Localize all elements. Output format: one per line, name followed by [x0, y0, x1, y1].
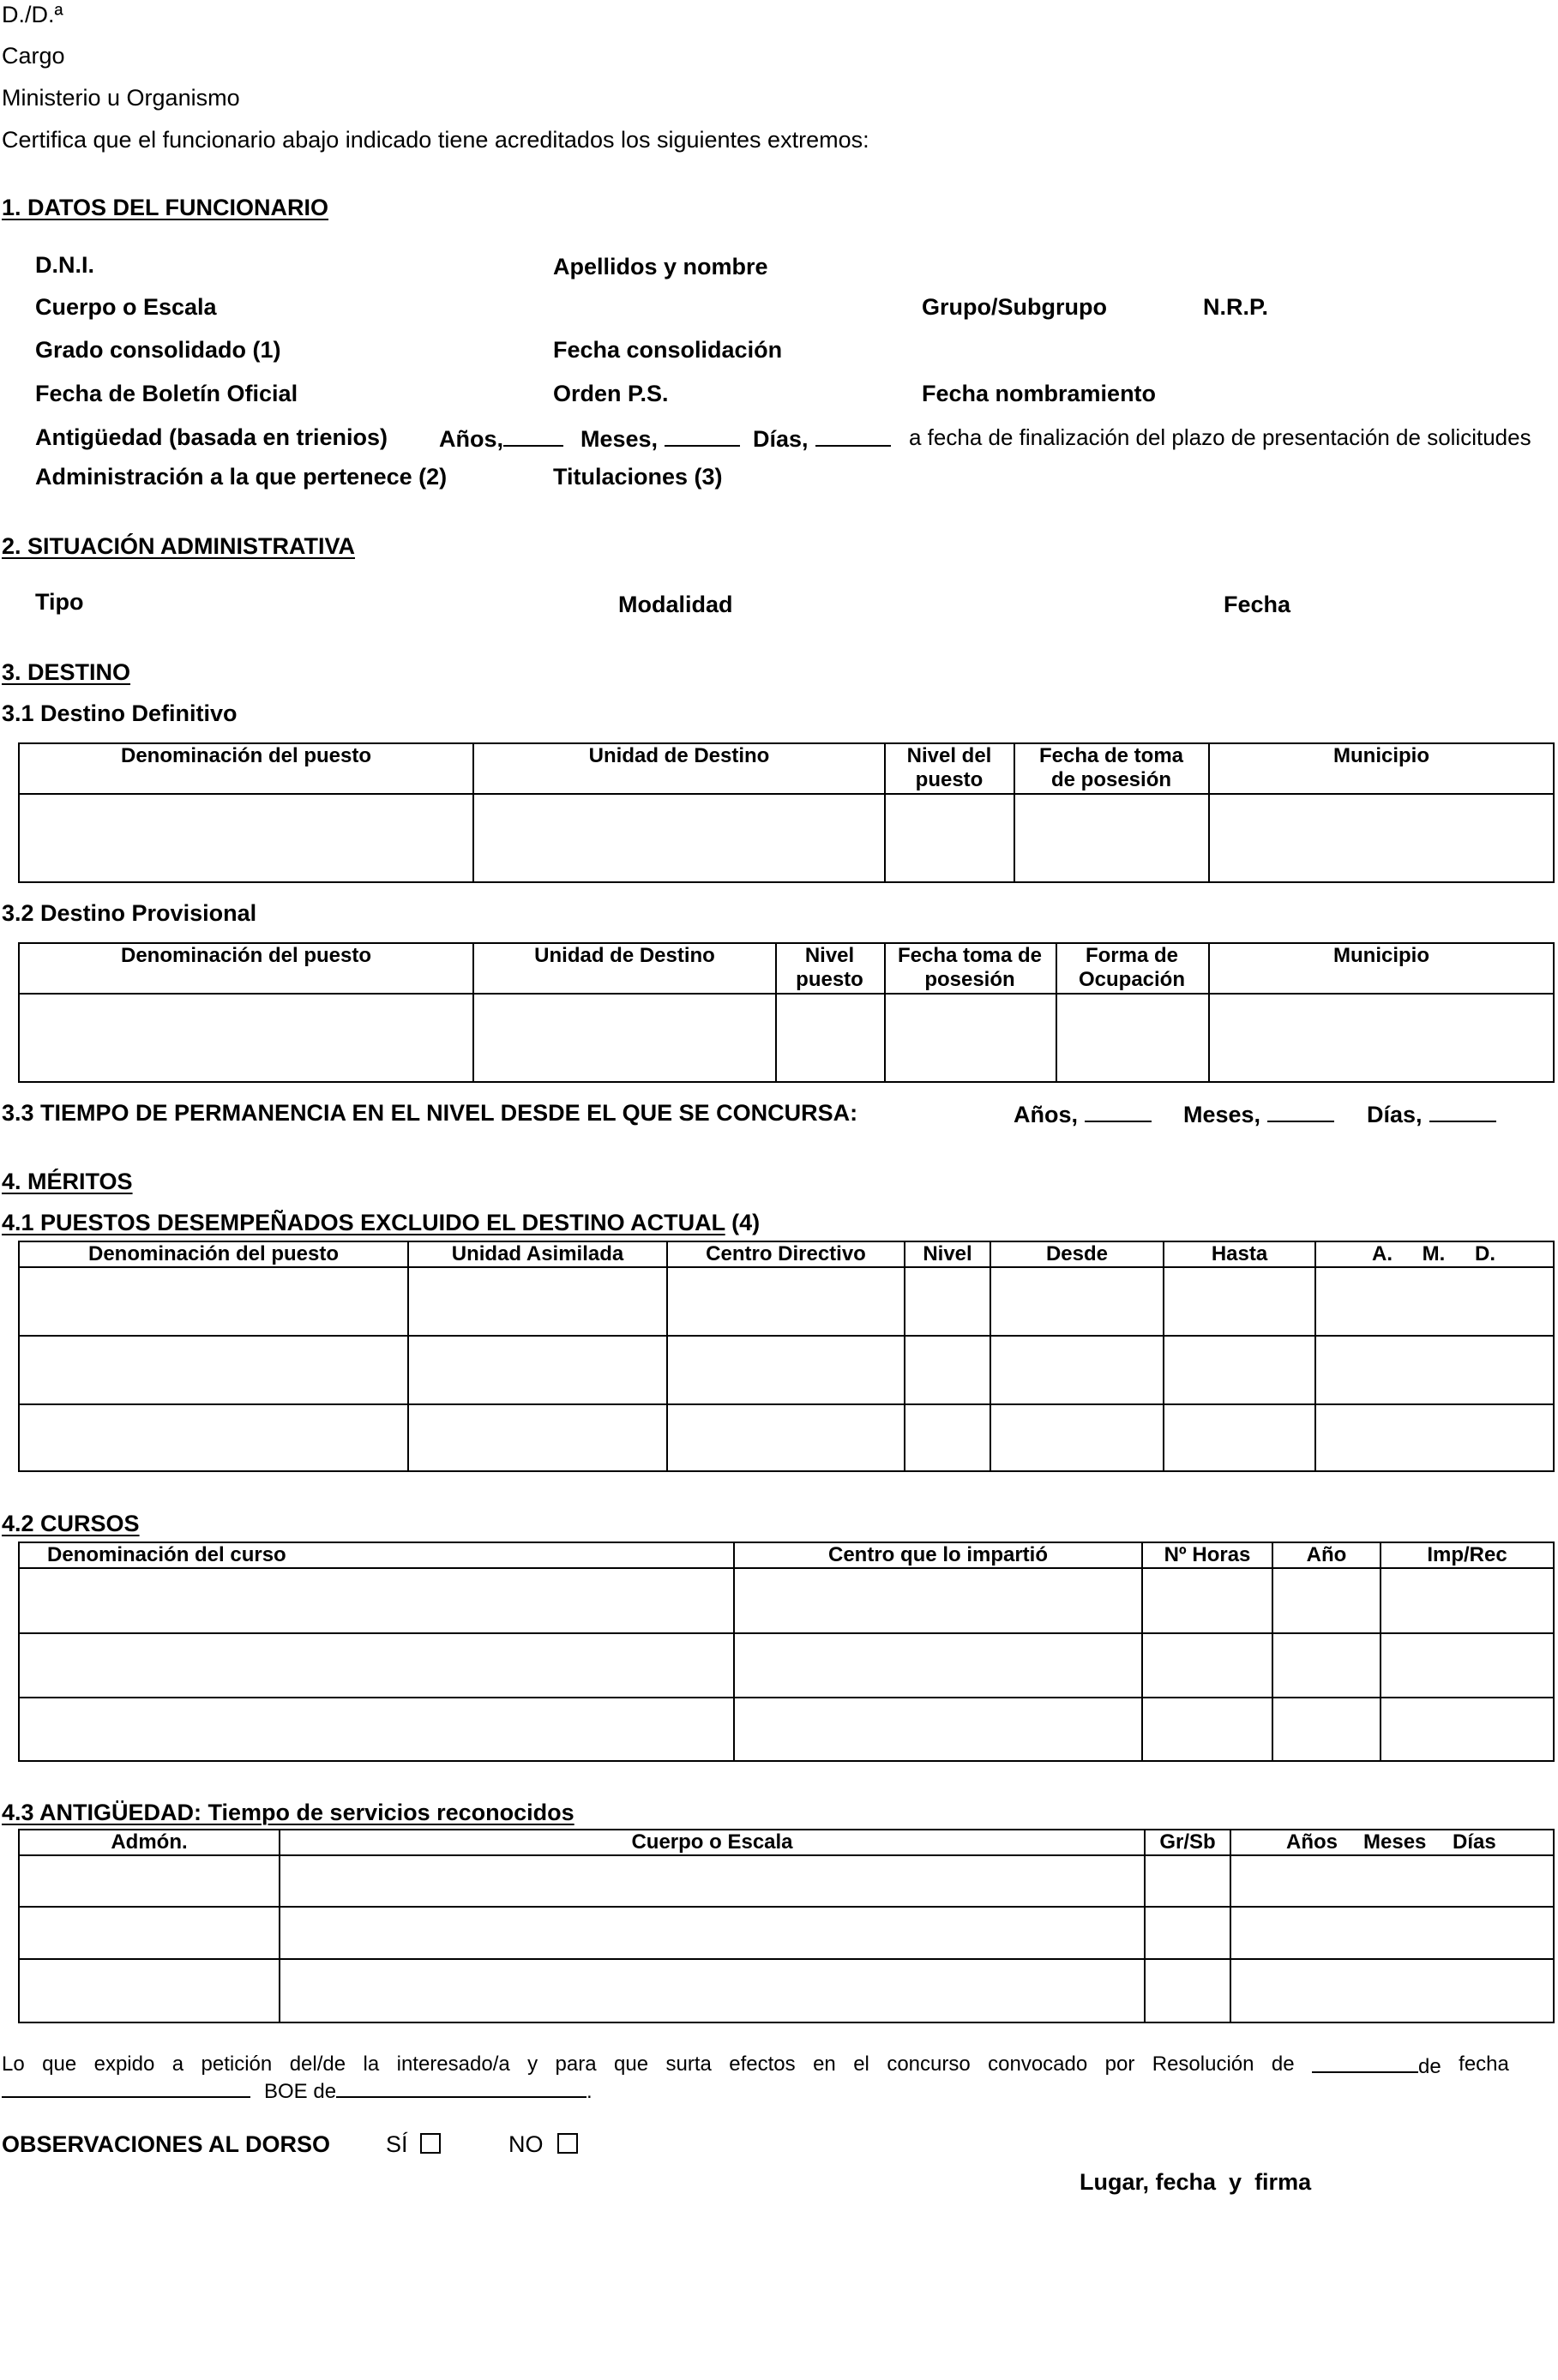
table-header-cell: Admón. [111, 1830, 188, 1854]
table-col-divider [1144, 1829, 1146, 2023]
table-header-cell: Nivel puesto [796, 944, 863, 991]
expido-word: Lo [2, 2052, 25, 2076]
table-header-cell: Denominación del puesto [120, 944, 372, 967]
field-administracion: Administración a la que pertenece (2) [35, 464, 448, 490]
expido-word: que [614, 2052, 649, 2076]
table-header-cell: Años [1286, 1830, 1338, 1854]
section-2-title: 2. SITUACIÓN ADMINISTRATIVA [2, 533, 356, 559]
boe-period: . [587, 2080, 593, 2103]
table-header-cell: Centro que lo impartió [827, 1543, 1048, 1566]
field-antiguedad: Antigüedad (basada en trienios) [35, 424, 388, 450]
table-header-cell: Meses [1363, 1830, 1427, 1854]
section-3-title: 3. DESTINO [2, 659, 131, 685]
table-row-divider [18, 1403, 1555, 1405]
table-col-divider [1163, 1241, 1164, 1472]
section-1-title: 1. DATOS DEL FUNCIONARIO [2, 195, 329, 220]
expido-word: la [363, 2052, 380, 2076]
table-header-cell: M. [1422, 1242, 1446, 1265]
expido-word: y [527, 2052, 538, 2076]
table-header-cell: Municipio [1333, 944, 1429, 967]
expido-word: en [813, 2052, 836, 2076]
field-fecha-consolidacion: Fecha consolidación [553, 337, 783, 363]
table-row-divider [18, 1697, 1555, 1698]
antiguedad-a-fecha: a fecha de finalización del plazo de presentación de solicitudes [909, 424, 1531, 450]
table-col-divider [1056, 942, 1057, 1083]
expido-word: petición [201, 2052, 273, 2076]
table-row-divider [18, 1567, 1555, 1569]
table-puestos-desempenados [18, 1241, 1555, 1472]
table-col-divider [884, 942, 886, 1083]
boe-label: BOE de [264, 2080, 337, 2103]
permanencia-dias-label: Días, [1367, 1102, 1423, 1127]
permanencia-meses-label: Meses, [1183, 1102, 1261, 1127]
field-cuerpo: Cuerpo o Escala [35, 294, 217, 320]
section-4-1-note: (4) [731, 1210, 761, 1235]
boe-blank [336, 2077, 587, 2098]
section-4-1-title [2, 1211, 760, 1235]
table-header-cell: Imp/Rec [1427, 1543, 1507, 1566]
expido-word: el [853, 2052, 869, 2076]
table-header-cell: Hasta [1211, 1242, 1268, 1265]
section-4-1-label: 4.1 PUESTOS DESEMPEÑADOS EXCLUIDO EL DESTINO ACTUAL [2, 1210, 725, 1235]
expido-word [1312, 2052, 1441, 2079]
expido-word: concurso [887, 2052, 971, 2076]
table-header-cell: Forma de Ocupación [1078, 944, 1186, 991]
table-header-cell: Nº Horas [1164, 1543, 1251, 1566]
table-header-cell: Denominación del puesto [87, 1242, 340, 1265]
table-header-cell: Fecha toma de posesión [897, 944, 1043, 991]
table-header-cell: A. [1372, 1242, 1393, 1265]
table-col-divider [1141, 1542, 1143, 1762]
expido-word: expido [93, 2052, 155, 2076]
table-row-divider [18, 993, 1555, 995]
antiguedad-anos-blank [503, 426, 563, 447]
table-row-divider [18, 1632, 1555, 1634]
header-ministerio: Ministerio u Organismo [2, 85, 240, 111]
permanencia-meses [1183, 1102, 1334, 1127]
table-cursos [18, 1542, 1555, 1762]
table-col-divider [666, 1241, 668, 1472]
permanencia-dias [1367, 1102, 1496, 1127]
expido-word: que [42, 2052, 77, 2076]
header-certifica: Certifica que el funcionario abajo indicado tiene acreditados los siguientes extremos: [2, 127, 869, 153]
expido-word: fecha [1459, 2052, 1509, 2076]
table-header-cell: Nivel del puesto [906, 744, 992, 791]
si-checkbox[interactable] [420, 2133, 441, 2154]
header-dd: D./D.ª [2, 2, 63, 27]
permanencia-meses-blank [1267, 1102, 1334, 1122]
table-col-divider [279, 1829, 280, 2023]
table-row-divider [18, 1906, 1555, 1908]
no-checkbox[interactable] [557, 2133, 578, 2154]
field-fecha-boletin: Fecha de Boletín Oficial [35, 381, 298, 406]
table-col-divider [733, 1542, 735, 1762]
expido-word: para [555, 2052, 597, 2076]
permanencia-dias-blank [1429, 1102, 1496, 1122]
table-header-cell: Municipio [1333, 744, 1429, 767]
table-col-divider [407, 1241, 409, 1472]
table-header-cell: Unidad Asimilada [451, 1242, 624, 1265]
expido-word: surta [665, 2052, 712, 2076]
section-4-3-title [2, 1801, 574, 1824]
table-row-divider [18, 1854, 1555, 1856]
table-header-cell: Días [1453, 1830, 1496, 1854]
table-header-cell: Fecha de toma de posesión [1038, 744, 1184, 791]
table-header-cell: Desde [1045, 1242, 1109, 1265]
section-3-2-title: 3.2 Destino Provisional [2, 900, 257, 926]
lugar-fecha-firma: Lugar, fecha y firma [1080, 2169, 1312, 2195]
table-header-cell: Nivel [923, 1242, 972, 1265]
section-3-3-title: 3.3 TIEMPO DE PERMANENCIA EN EL NIVEL DESDE EL QUE SE CONCURSA: [2, 1100, 858, 1126]
table-row-divider [18, 1335, 1555, 1337]
field-titulaciones: Titulaciones (3) [553, 464, 723, 490]
antiguedad-meses-label: Meses, [580, 426, 659, 452]
field-fecha-nombramiento: Fecha nombramiento [922, 381, 1157, 406]
field-orden-ps: Orden P.S. [553, 381, 669, 406]
resolucion-blank [1312, 2052, 1418, 2073]
table-header-cell: D. [1475, 1242, 1495, 1265]
table-row-divider [18, 793, 1555, 795]
table-header-cell: Gr/Sb [1159, 1830, 1216, 1854]
field-modalidad: Modalidad [618, 592, 733, 617]
antiguedad-dias-label: Días, [753, 426, 809, 452]
table-header-cell: Unidad de Destino [588, 744, 770, 767]
expido-word: de [1271, 2052, 1295, 2076]
table-header-cell: Denominación del puesto [120, 744, 372, 767]
antiguedad-anos [439, 426, 563, 451]
table-header-cell: Unidad de Destino [534, 944, 715, 967]
expido-word: a [171, 2052, 184, 2076]
table-header-cell: Cuerpo o Escala [631, 1830, 793, 1854]
table-col-divider [1230, 1829, 1231, 2023]
table-col-divider [904, 1241, 905, 1472]
antiguedad-anos-label: Años, [439, 426, 504, 452]
observaciones-no [508, 2133, 578, 2156]
table-header-cell: Centro Directivo [706, 1242, 866, 1265]
table-header-cell: Año [1306, 1543, 1347, 1566]
table-row-divider [18, 1958, 1555, 1960]
section-3-1-title: 3.1 Destino Definitivo [2, 700, 238, 726]
expido-word: por [1104, 2052, 1135, 2076]
table-col-divider [884, 742, 886, 883]
table-col-divider [1272, 1542, 1273, 1762]
observaciones-si [386, 2133, 441, 2156]
table-antiguedad [18, 1829, 1555, 2023]
antiguedad-meses [580, 426, 740, 451]
antiguedad-dias-blank [815, 426, 891, 447]
table-col-divider [990, 1241, 991, 1472]
table-header-cell: Denominación del curso [47, 1543, 286, 1566]
expido-de: de [1418, 2055, 1441, 2078]
field-tipo: Tipo [35, 589, 84, 615]
footer-boe-line [2, 2077, 593, 2102]
header-cargo: Cargo [2, 43, 65, 69]
expido-word: del/de [289, 2052, 346, 2076]
permanencia-anos-blank [1085, 1102, 1152, 1122]
table-col-divider [1380, 1542, 1381, 1762]
table-col-divider [1314, 1241, 1316, 1472]
permanencia-anos-label: Años, [1014, 1102, 1079, 1127]
observaciones-label: OBSERVACIONES AL DORSO [2, 2131, 331, 2157]
antiguedad-dias [753, 426, 891, 451]
antiguedad-meses-blank [665, 426, 740, 447]
field-apellidos: Apellidos y nombre [553, 254, 768, 279]
permanencia-anos [1014, 1102, 1152, 1127]
table-col-divider [1014, 742, 1015, 883]
expido-word: interesado/a [396, 2052, 510, 2076]
footer-expido-line [2, 2052, 1509, 2079]
expido-word: efectos [729, 2052, 796, 2076]
table-col-divider [775, 942, 777, 1083]
section-4-3-label: 4.3 ANTIGÜEDAD: Tiempo de servicios reconocidos [2, 1800, 574, 1825]
expido-word: Resolución [1152, 2052, 1254, 2076]
field-nrp: N.R.P. [1203, 294, 1269, 320]
no-label: NO [508, 2131, 544, 2157]
table-row-divider [18, 1266, 1555, 1268]
field-fecha-situacion: Fecha [1224, 592, 1291, 617]
si-label: SÍ [386, 2131, 408, 2157]
expido-word: convocado [988, 2052, 1088, 2076]
field-grado: Grado consolidado (1) [35, 337, 281, 363]
section-4-2-title: 4.2 CURSOS [2, 1511, 140, 1536]
field-grupo: Grupo/Subgrupo [922, 294, 1107, 320]
field-dni: D.N.I. [35, 252, 95, 278]
fecha-blank [2, 2077, 250, 2098]
section-4-title: 4. MÉRITOS [2, 1169, 133, 1194]
